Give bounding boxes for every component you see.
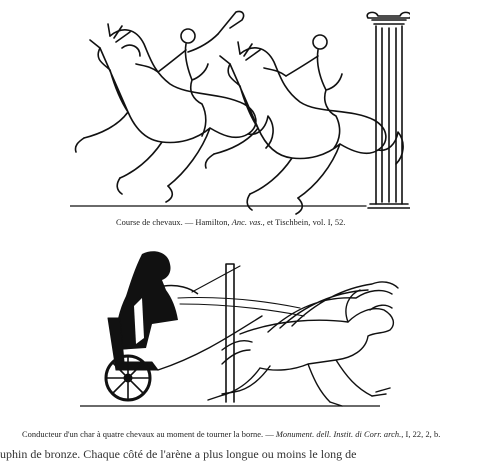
horse-race-illustration (70, 8, 410, 216)
figure1-caption-italic: Anc. vas. (231, 218, 263, 227)
figure1-caption-tail: , et Tischbein, vol. I, 52. (262, 218, 346, 227)
four-horses (208, 282, 398, 406)
right-horse (205, 42, 403, 214)
figure1-caption-main: Course de chevaux. — Hamilton, (116, 218, 232, 227)
figure1-caption (116, 218, 345, 227)
turning-post (226, 264, 234, 402)
chariot-illustration (80, 246, 410, 414)
right-rider (264, 35, 342, 148)
figure2-caption-main: Conducteur d'un char à quatre chevaux au moment de tourner la borne. — (22, 430, 276, 439)
body-text-fragment: uphin de bronze. Chaque côté de l'arène a plus longue ou moins le long de (0, 447, 357, 461)
chariot-wheel (106, 356, 150, 400)
charioteer (115, 251, 198, 350)
figure2-caption (22, 430, 440, 439)
ionic-column (367, 12, 410, 208)
left-rider (136, 11, 244, 136)
figure2-caption-tail: , I, 22, 2, b. (401, 430, 441, 439)
figure2-caption-italic: Monument. dell. Instit. di Corr. arch. (275, 430, 402, 439)
